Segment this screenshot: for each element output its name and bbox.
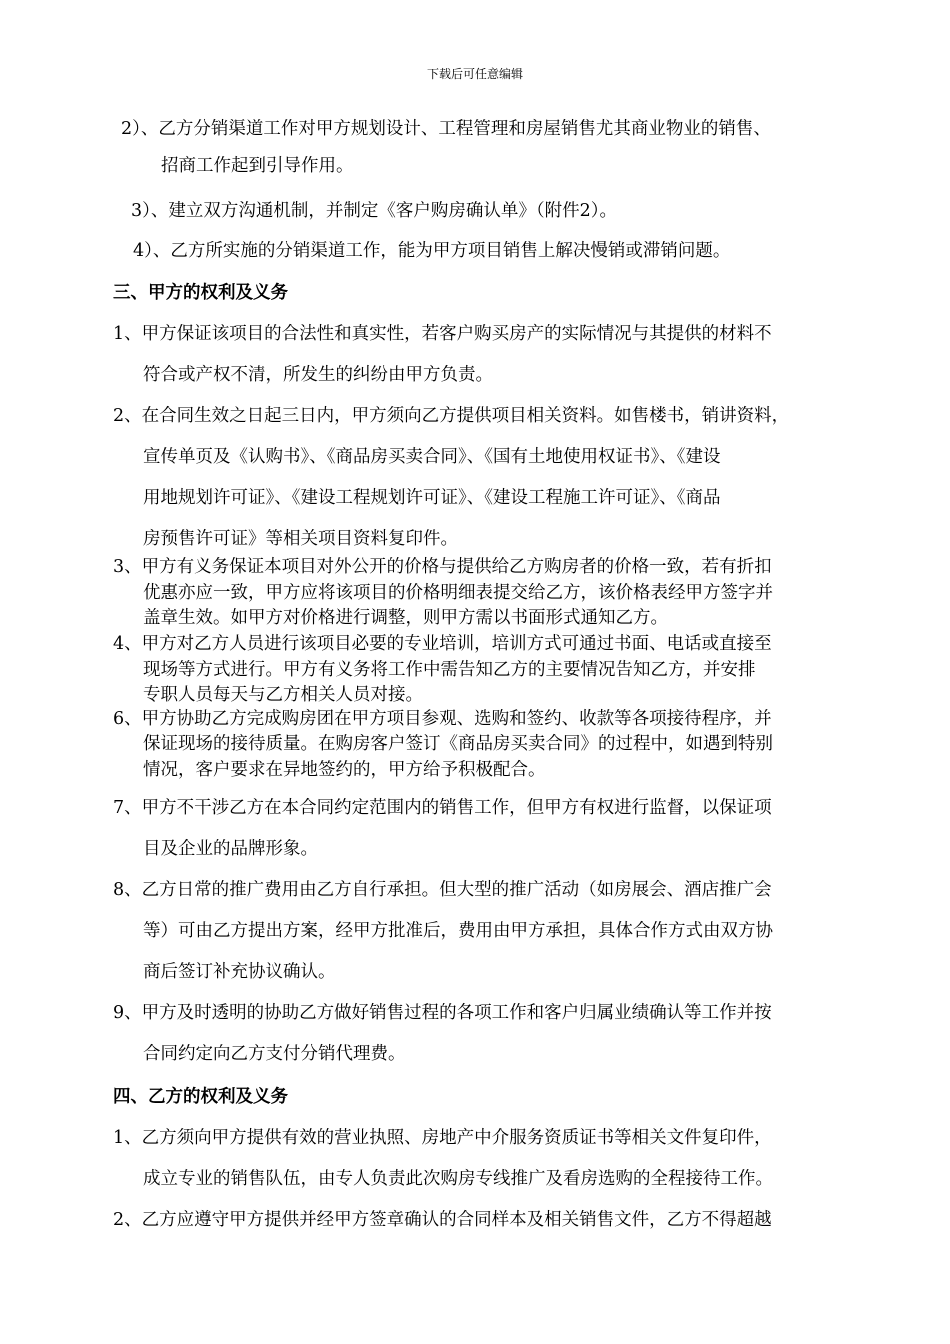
text-line: 符合或产权不清，所发生的纠纷由甲方负责。 <box>143 365 493 385</box>
text-line: 保证现场的接待质量。在购房客户签订《商品房买卖合同》的过程中，如遇到特别 <box>143 734 773 754</box>
text-line: 1、乙方须向甲方提供有效的营业执照、房地产中介服务资质证书等相关文件复印件， <box>113 1128 772 1148</box>
text-line: 情况，客户要求在异地签约的，甲方给予积极配合。 <box>143 760 546 780</box>
text-line: 4、甲方对乙方人员进行该项目必要的专业培训，培训方式可通过书面、电话或直接至 <box>113 634 772 654</box>
text-line: 7、甲方不干涉乙方在本合同约定范围内的销售工作，但甲方有权进行监督，以保证项 <box>113 798 772 818</box>
text-line: 等）可由乙方提出方案，经甲方批准后，费用由甲方承担，具体合作方式由双方协 <box>143 921 773 941</box>
text-line: 3）、建立双方沟通机制，并制定《客户购房确认单》（附件2）。 <box>131 201 618 221</box>
text-line: 9、甲方及时透明的协助乙方做好销售过程的各项工作和客户归属业绩确认等工作并按 <box>113 1003 772 1023</box>
text-line: 宣传单页及《认购书》、《商品房买卖合同》、《国有土地使用权证书》、《建设 <box>143 447 721 467</box>
section-heading-3: 三、甲方的权利及义务 <box>113 283 288 303</box>
text-line: 2、在合同生效之日起三日内，甲方须向乙方提供项目相关资料。如售楼书，销讲资料， <box>113 406 790 426</box>
text-line: 目及企业的品牌形象。 <box>143 839 318 859</box>
text-line: 4）、乙方所实施的分销渠道工作，能为甲方项目销售上解决慢销或滞销问题。 <box>133 241 731 261</box>
text-line: 招商工作起到引导作用。 <box>161 156 354 176</box>
text-line: 盖章生效。如甲方对价格进行调整，则甲方需以书面形式通知乙方。 <box>143 608 668 628</box>
text-line: 8、乙方日常的推广费用由乙方自行承担。但大型的推广活动（如房展会、酒店推广会 <box>113 880 772 900</box>
text-line: 6、甲方协助乙方完成购房团在甲方项目参观、选购和签约、收款等各项接待程序，并 <box>113 709 772 729</box>
text-line: 商后签订补充协议确认。 <box>143 962 336 982</box>
text-line: 现场等方式进行。甲方有义务将工作中需告知乙方的主要情况告知乙方，并安排 <box>143 660 756 680</box>
text-line: 优惠亦应一致，甲方应将该项目的价格明细表提交给乙方，该价格表经甲方签字并 <box>143 583 773 603</box>
page-header: 下载后可任意编辑 <box>426 67 523 81</box>
text-line: 专职人员每天与乙方相关人员对接。 <box>143 685 423 705</box>
text-line: 合同约定向乙方支付分销代理费。 <box>143 1044 406 1064</box>
text-line: 用地规划许可证》、《建设工程规划许可证》、《建设工程施工许可证》、《商品 <box>143 488 721 508</box>
text-line: 2）、乙方分销渠道工作对甲方规划设计、工程管理和房屋销售尤其商业物业的销售、 <box>121 119 771 139</box>
text-line: 房预售许可证》等相关项目资料复印件。 <box>143 529 458 549</box>
text-line: 成立专业的销售队伍，由专人负责此次购房专线推广及看房选购的全程接待工作。 <box>143 1169 773 1189</box>
text-line: 2、乙方应遵守甲方提供并经甲方签章确认的合同样本及相关销售文件，乙方不得超越 <box>113 1210 772 1230</box>
text-line: 3、甲方有义务保证本项目对外公开的价格与提供给乙方购房者的价格一致，若有折扣 <box>113 557 772 577</box>
text-line: 1、甲方保证该项目的合法性和真实性，若客户购买房产的实际情况与其提供的材料不 <box>113 324 772 344</box>
section-heading-4: 四、乙方的权利及义务 <box>113 1087 288 1107</box>
